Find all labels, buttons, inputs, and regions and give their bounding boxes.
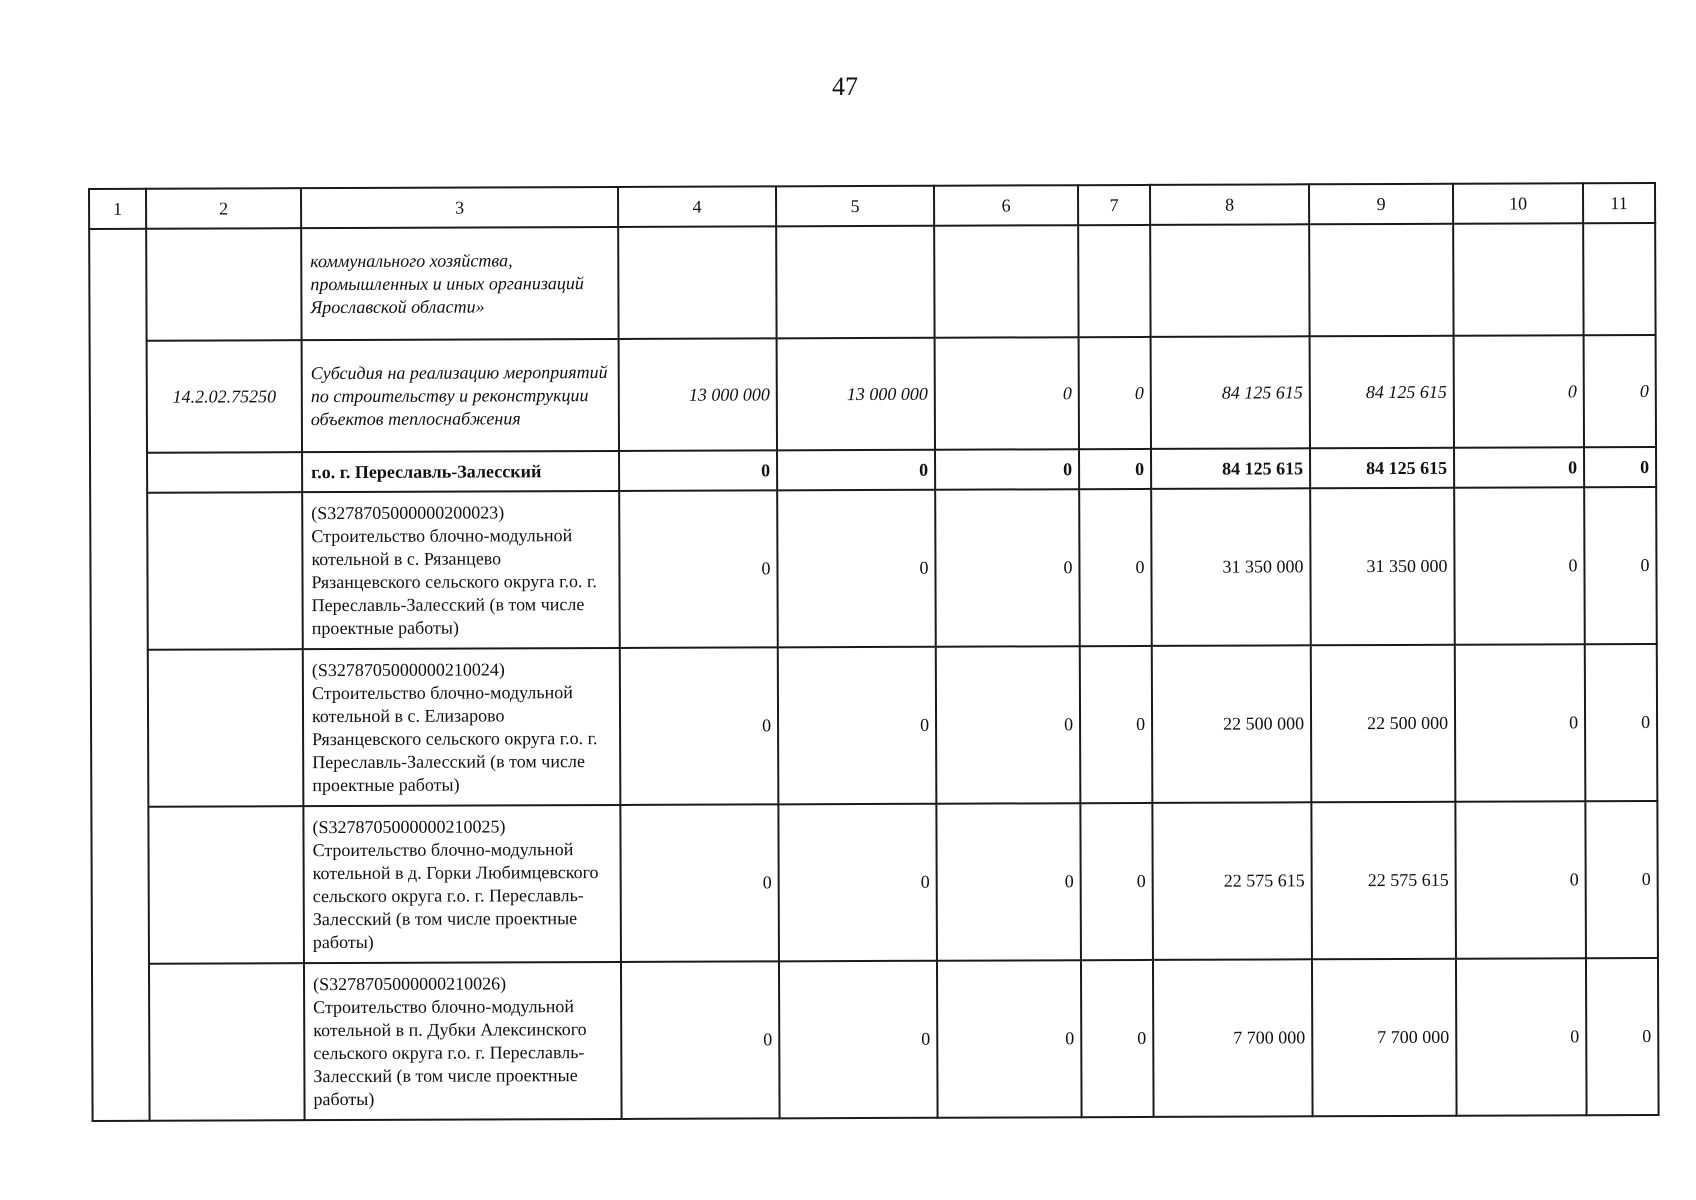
- description-cell: (S3278705000000200023) Строительство блочно-модульной котельной в с. Рязанцево Рязанцевского сельского округа г.о. г. Переславль-Залесский (в том числе проектные работы): [302, 491, 620, 649]
- value-cell: 0: [1456, 958, 1587, 1115]
- value-cell: 0: [1079, 449, 1151, 489]
- value-cell: 0: [1081, 960, 1154, 1117]
- value-cell: 31 350 000: [1310, 488, 1455, 646]
- value-cell: [1150, 224, 1309, 337]
- value-cell: 0: [619, 450, 777, 491]
- column-header: 1: [89, 189, 146, 229]
- description-cell: (S3278705000000210025) Строительство блочно-модульной котельной в д. Горки Любимцевского сельского округа г.о. г. Переславль-Залесский (в том числе проектные работы): [303, 805, 621, 963]
- value-cell: [776, 226, 934, 339]
- value-cell: 0: [936, 646, 1081, 804]
- value-cell: 22 575 615: [1152, 802, 1312, 960]
- code-cell: 14.2.02.75250: [147, 340, 302, 453]
- column-number-header-row: [89, 183, 1655, 229]
- value-cell: 0: [620, 804, 779, 962]
- value-cell: 84 125 615: [1151, 336, 1310, 449]
- description-cell: коммунального хозяйства, промышленных и иных организаций Ярославской области»: [301, 227, 618, 340]
- value-cell: [1078, 225, 1150, 337]
- table-row: [91, 801, 1658, 964]
- column-header: 11: [1583, 183, 1655, 223]
- value-cell: 0: [1584, 447, 1656, 487]
- value-cell: 31 350 000: [1151, 488, 1311, 646]
- value-cell: 7 700 000: [1153, 959, 1313, 1117]
- code-cell: [149, 963, 305, 1121]
- value-cell: 0: [777, 490, 936, 648]
- value-cell: 0: [1079, 337, 1151, 449]
- table-row: [91, 644, 1658, 807]
- table-cell: [89, 229, 149, 1121]
- value-cell: 13 000 000: [619, 338, 777, 451]
- value-cell: 13 000 000: [777, 338, 935, 451]
- column-header: 2: [146, 188, 301, 229]
- value-cell: 0: [1455, 644, 1586, 801]
- code-cell: [147, 492, 303, 650]
- value-cell: [1583, 223, 1655, 335]
- table-row: [89, 223, 1655, 341]
- value-cell: 0: [1586, 958, 1659, 1115]
- value-cell: 0: [620, 647, 779, 805]
- value-cell: 0: [1079, 489, 1152, 646]
- value-cell: 0: [778, 647, 937, 805]
- value-cell: 0: [777, 450, 935, 491]
- table-row: [90, 335, 1656, 453]
- value-cell: 0: [1455, 801, 1586, 958]
- code-cell: [146, 228, 301, 341]
- column-header: 3: [301, 187, 618, 228]
- value-cell: 0: [1454, 447, 1584, 487]
- column-header: 6: [934, 185, 1078, 226]
- value-cell: 0: [619, 490, 778, 648]
- value-cell: 0: [621, 961, 780, 1119]
- value-cell: 0: [937, 960, 1082, 1118]
- code-cell: [147, 452, 302, 493]
- value-cell: 0: [1454, 335, 1584, 447]
- value-cell: 22 575 615: [1311, 802, 1456, 960]
- value-cell: 84 125 615: [1310, 448, 1454, 489]
- value-cell: 0: [1585, 644, 1658, 801]
- table-row: [92, 958, 1659, 1121]
- value-cell: 0: [1080, 646, 1153, 803]
- column-header: 8: [1150, 184, 1309, 225]
- description-cell: г.о. г. Переславль-Залесский: [302, 451, 619, 492]
- column-header: 10: [1453, 183, 1583, 223]
- code-cell: [148, 806, 304, 964]
- value-cell: 0: [778, 804, 937, 962]
- value-cell: 22 500 000: [1152, 645, 1312, 803]
- description-cell: (S3278705000000210026) Строительство блочно-модульной котельной в п. Дубки Алексинского сельского округа г.о. г. Переславль-Залесский (в том числе проектные работы): [304, 962, 622, 1120]
- value-cell: 0: [936, 803, 1081, 961]
- description-cell: (S3278705000000210024) Строительство блочно-модульной котельной в с. Елизарово Рязанцевского сельского округа г.о. г. Переславль-Залесский (в том числе проектные работы): [303, 648, 621, 806]
- value-cell: 0: [935, 337, 1079, 450]
- value-cell: 0: [1454, 487, 1585, 644]
- table-row: [90, 487, 1657, 650]
- column-header: 5: [776, 186, 934, 227]
- value-cell: [618, 226, 776, 339]
- value-cell: 7 700 000: [1312, 959, 1457, 1117]
- value-cell: 0: [1080, 803, 1153, 960]
- column-header: 9: [1309, 184, 1453, 225]
- value-cell: [1309, 224, 1453, 337]
- value-cell: [1453, 223, 1583, 335]
- value-cell: 84 125 615: [1310, 336, 1454, 449]
- value-cell: [934, 225, 1078, 338]
- value-cell: 22 500 000: [1311, 645, 1456, 803]
- budget-table: [88, 182, 1660, 1122]
- value-cell: 0: [1584, 335, 1656, 447]
- table-row: [90, 447, 1656, 493]
- value-cell: 0: [1584, 487, 1657, 644]
- column-header: 4: [618, 186, 776, 227]
- value-cell: 84 125 615: [1151, 448, 1310, 489]
- column-header: 7: [1078, 185, 1150, 225]
- page-number: 47: [832, 72, 858, 101]
- value-cell: 0: [1585, 801, 1658, 958]
- code-cell: [148, 649, 304, 807]
- description-cell: Субсидия на реализацию мероприятий по строительству и реконструкции объектов теплоснабжения: [302, 339, 619, 452]
- value-cell: 0: [935, 489, 1080, 647]
- value-cell: 0: [935, 449, 1079, 490]
- value-cell: 0: [779, 961, 938, 1119]
